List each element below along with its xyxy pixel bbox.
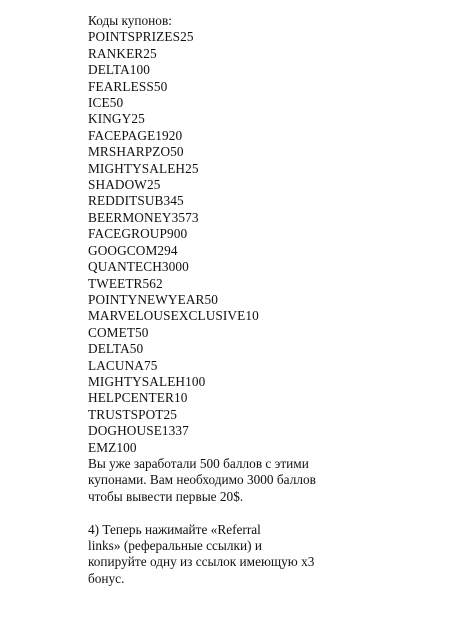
coupon-code: REDDITSUB345	[88, 193, 184, 209]
coupon-code: POINTSPRIZES25	[88, 29, 194, 45]
paragraph-line: links» (реферальные ссылки) и	[88, 537, 262, 553]
coupon-code: BEERMONEY3573	[88, 209, 199, 225]
coupon-code: LACUNA75	[88, 357, 158, 373]
coupon-code: QUANTECH3000	[88, 259, 189, 275]
coupon-code: RANKER25	[88, 45, 157, 61]
coupon-code: POINTYNEWYEAR50	[88, 291, 219, 307]
coupon-code: FACEPAGE1920	[88, 127, 183, 143]
coupon-code: MRSHARPZO50	[88, 144, 184, 160]
coupon-code: EMZ100	[88, 439, 137, 455]
coupon-code: MIGHTYSALEH25	[88, 160, 199, 176]
coupon-code: KINGY25	[88, 111, 145, 127]
paragraph-line: чтобы вывести первые 20$.	[88, 488, 244, 504]
coupon-code: MARVELOUSEXCLUSIVE10	[88, 308, 259, 324]
paragraph-line: Вы уже заработали 500 баллов с этими	[88, 455, 309, 471]
coupon-code: ICE50	[88, 95, 124, 111]
coupon-code: FACEGROUP900	[88, 226, 188, 242]
coupon-code: DELTA100	[88, 62, 151, 78]
coupon-code: MIGHTYSALEH100	[88, 373, 206, 389]
coupon-code-list	[88, 29, 428, 456]
coupon-code: FEARLESS50	[88, 78, 168, 94]
earned-points-paragraph	[88, 456, 428, 505]
paragraph-gap	[88, 505, 428, 521]
paragraph-line: бонус.	[88, 570, 125, 586]
coupon-code: HELPCENTER10	[88, 390, 188, 406]
coupon-code: DELTA50	[88, 341, 144, 357]
coupon-code: COMET50	[88, 324, 149, 340]
coupon-code: SHADOW25	[88, 177, 161, 193]
paragraph-line: 4) Теперь нажимайте «Referral	[88, 521, 261, 537]
paragraph-line: купонами. Вам необходимо 3000 баллов	[88, 472, 316, 488]
paragraph-line: копируйте одну из ссылок имеющую x3	[88, 554, 315, 570]
coupon-code: TWEETR562	[88, 275, 163, 291]
coupon-codes-heading: Коды купонов:	[88, 13, 172, 28]
coupon-code: TRUSTSPOT25	[88, 406, 178, 422]
coupon-code: DOGHOUSE1337	[88, 423, 189, 439]
referral-links-paragraph	[88, 522, 428, 588]
document-page	[88, 13, 428, 587]
coupon-code: GOOGCOM294	[88, 242, 178, 258]
